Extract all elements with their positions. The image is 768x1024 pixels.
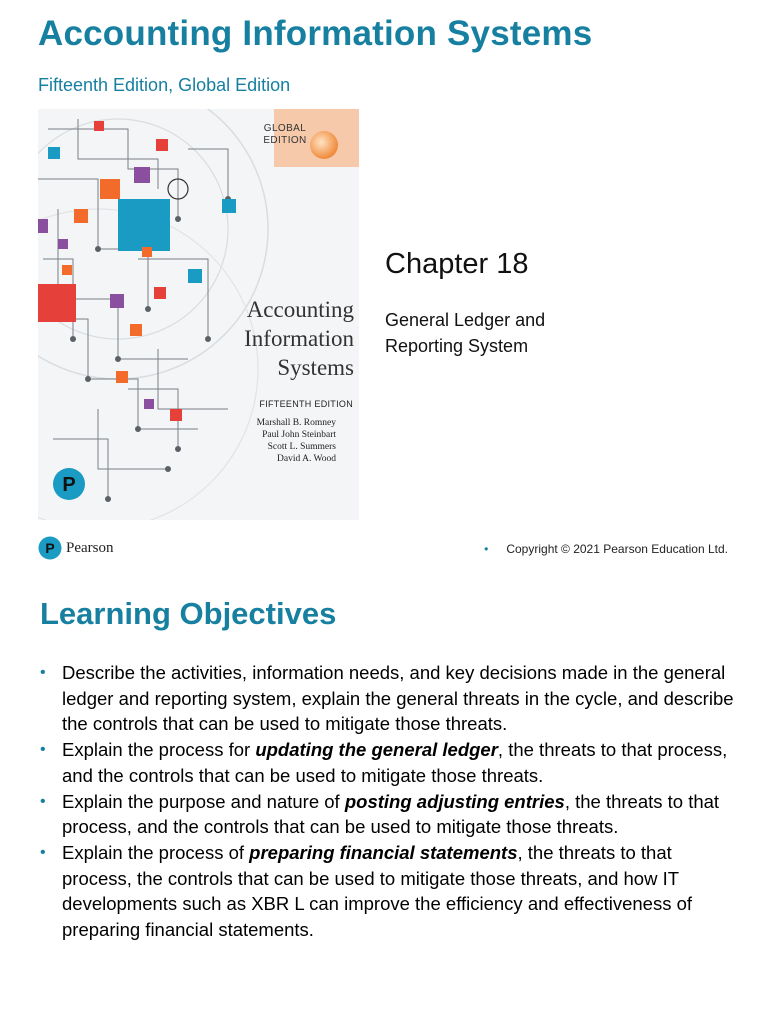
chapter-number: Chapter 18 [385, 248, 529, 280]
cover-authors [188, 417, 336, 465]
global-edition-badge [250, 123, 320, 147]
author-name: Paul John Steinbart [262, 430, 336, 440]
cover-edition: FIFTEENTH EDITION [259, 399, 353, 409]
chapter-title-line: General Ledger and [385, 310, 546, 330]
bullet-icon: • [40, 843, 46, 861]
objective-item: • Explain the process for updating the general ledger, the threats to that process, and the controls that can be used to mitigate those threats. [40, 739, 728, 786]
chapter-title [385, 307, 645, 359]
book-subtitle: Fifteenth Edition, Global Edition [38, 75, 291, 95]
cover-title-line: Accounting [246, 297, 354, 322]
pearson-wordmark: Pearson [66, 539, 114, 556]
svg-text:P: P [45, 540, 55, 556]
svg-text:P: P [62, 474, 76, 496]
badge-line: EDITION [263, 135, 307, 146]
slide-title: Learning Objectives [40, 596, 337, 631]
cover-title-line: Information [244, 326, 354, 351]
pearson-icon [38, 536, 62, 560]
bullet-icon: • [40, 792, 46, 810]
objective-item: • Describe the activities, information needs, and key decisions made in the general ledger and reporting system, explain the general threats in the cycle, and describe the controls that can be used to mitigate those threats. [40, 662, 734, 735]
chapter-title-line: Reporting System [385, 336, 529, 356]
cover-title-line: Systems [277, 355, 354, 380]
cover-title [206, 295, 354, 382]
bullet-icon: • [484, 542, 489, 556]
copyright-text: Copyright © 2021 Pearson Education Ltd. [506, 542, 728, 556]
book-cover-image [38, 109, 359, 520]
copyright-notice [484, 542, 728, 556]
badge-line: GLOBAL [263, 123, 307, 134]
author-name: David A. Wood [277, 454, 336, 464]
author-name: Marshall B. Romney [256, 418, 336, 428]
objectives-list [40, 660, 740, 943]
author-name: Scott L. Summers [267, 442, 336, 452]
bullet-icon: • [40, 741, 46, 759]
pearson-logo-icon [52, 467, 86, 501]
book-title: Accounting Information Systems [38, 14, 593, 53]
bullet-icon: • [40, 664, 46, 681]
objective-item: • Explain the purpose and nature of posting adjusting entries, the threats to that process, and the controls that can be used to mitigate those threats. [40, 790, 720, 838]
objectives-slide [0, 580, 768, 1024]
objective-item: • Explain the process of preparing financial statements, the threats to that process, the controls that can be used to mitigate those threats, and how IT developments such as XBR L can improve the efficiency and effectiveness of preparing financial statements. [40, 841, 693, 941]
pearson-logo [38, 535, 114, 561]
